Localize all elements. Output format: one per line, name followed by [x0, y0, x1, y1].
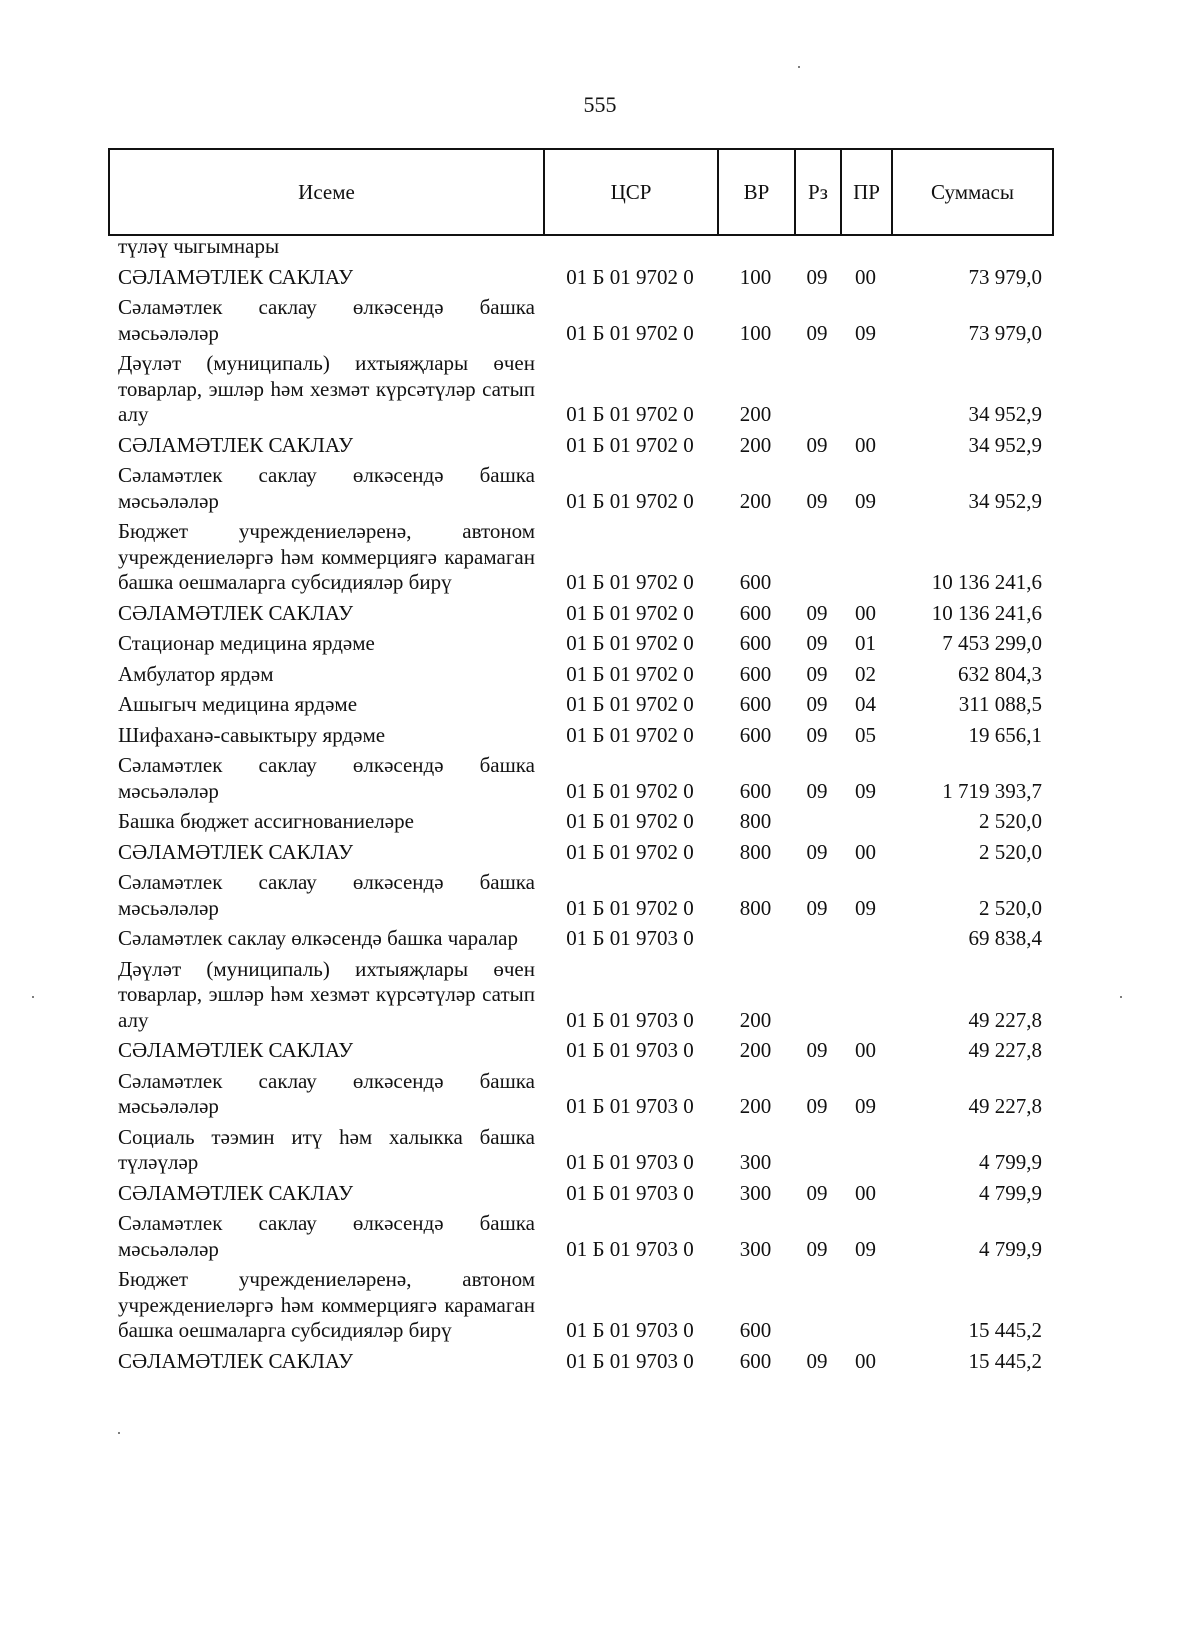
- cell-vr: 600: [739, 1318, 772, 1342]
- table-row: [108, 1262, 1052, 1344]
- cell-pr: 00: [855, 432, 876, 457]
- cell-sum: 49 227,8: [968, 1038, 1042, 1062]
- cell-pr: [840, 514, 891, 596]
- cell-name: Дәүләт (муниципаль) ихтыяҗлары өчен товарлар, эшләр һәм хезмәт күрсәтүләр сатып алу: [118, 956, 535, 1032]
- cell-rz: 09: [806, 488, 828, 513]
- cell-vr: 800: [739, 895, 772, 920]
- cell-csr: 01 Б 01 9702 0: [566, 320, 694, 345]
- cell-name: Дәүләт (муниципаль) ихтыяҗлары өчен товарлар, эшләр һәм хезмәт күрсәтүләр сатып алу: [118, 351, 535, 426]
- cell-vr: 200: [739, 402, 772, 426]
- cell-pr: 09: [855, 1094, 876, 1118]
- cell-vr: 600: [739, 570, 772, 594]
- cell-csr: 01 Б 01 9703 0: [566, 1180, 694, 1205]
- cell-vr: 200: [739, 432, 772, 457]
- cell-csr: 01 Б 01 9702 0: [566, 600, 694, 625]
- table-row: [108, 921, 1052, 952]
- table-row: [108, 514, 1052, 596]
- cell-rz: 09: [806, 692, 828, 716]
- cell-sum: 49 227,8: [968, 1094, 1042, 1118]
- cell-sum: 7 453 299,0: [942, 631, 1042, 655]
- cell-pr: 04: [855, 692, 876, 716]
- cell-csr: 01 Б 01 9703 0: [566, 1150, 694, 1174]
- cell-vr: 200: [739, 1094, 772, 1118]
- header-pr: ПР: [841, 149, 892, 235]
- cell-name: Сәламәтлек саклау өлкәсендә башка мәсьәләләр: [118, 1068, 535, 1118]
- table-row: [108, 234, 1052, 260]
- cell-csr: 01 Б 01 9702 0: [566, 570, 694, 594]
- cell-pr: 00: [855, 1180, 876, 1205]
- cell-sum: 34 952,9: [968, 432, 1042, 457]
- cell-pr: [840, 234, 891, 260]
- cell-name: Бюджет учреждениеләренә, автоном учреждениеләргә һәм коммерциягә карамаган башка оешмаларга субсидияләр бирү: [118, 1267, 535, 1342]
- cell-vr: 600: [739, 692, 772, 716]
- cell-vr: 300: [739, 1236, 772, 1261]
- cell-name: Стационар медицина ярдәме: [118, 631, 375, 655]
- cell-csr: 01 Б 01 9703 0: [566, 1094, 694, 1118]
- cell-pr: 09: [855, 320, 876, 345]
- cell-rz: [794, 952, 840, 1034]
- cell-sum: 311 088,5: [958, 692, 1042, 716]
- cell-csr: 01 Б 01 9702 0: [566, 432, 694, 457]
- cell-vr: 800: [739, 839, 772, 864]
- cell-pr: 00: [855, 839, 876, 864]
- cell-sum: 34 952,9: [968, 488, 1042, 513]
- cell-sum: 4 799,9: [979, 1150, 1042, 1174]
- cell-csr: 01 Б 01 9702 0: [566, 809, 694, 833]
- cell-csr: 01 Б 01 9702 0: [566, 778, 694, 803]
- cell-pr: 09: [855, 895, 876, 920]
- table-row: [108, 1120, 1052, 1176]
- cell-rz: [794, 234, 840, 260]
- cell-rz: 09: [806, 661, 828, 686]
- cell-sum: 1 719 393,7: [942, 778, 1042, 803]
- cell-csr: 01 Б 01 9703 0: [566, 926, 694, 950]
- cell-sum: 49 227,8: [968, 1007, 1042, 1032]
- cell-vr: 300: [739, 1150, 772, 1174]
- cell-sum: 4 799,9: [979, 1180, 1042, 1205]
- cell-csr: 01 Б 01 9703 0: [566, 1348, 694, 1373]
- cell-rz: [794, 1120, 840, 1176]
- cell-pr: 00: [855, 1038, 876, 1062]
- cell-name: СӘЛАМӘТЛЕК САКЛАУ: [118, 839, 354, 864]
- table-row: [108, 1206, 1052, 1262]
- table-row: [108, 1344, 1052, 1375]
- cell-vr: 200: [739, 1038, 772, 1062]
- cell-vr: [717, 921, 794, 952]
- cell-name: Башка бюджет ассигнованиеләре: [118, 809, 414, 833]
- cell-pr: [840, 1120, 891, 1176]
- cell-vr: 600: [739, 600, 772, 625]
- cell-sum: 34 952,9: [968, 402, 1042, 426]
- cell-rz: 09: [806, 631, 828, 655]
- cell-name: түләү чыгымнары: [118, 234, 280, 258]
- cell-name: Сәламәтлек саклау өлкәсендә башка чаралар: [118, 926, 518, 950]
- cell-rz: 09: [806, 1038, 828, 1062]
- cell-sum: 69 838,4: [968, 926, 1042, 950]
- cell-sum: 15 445,2: [968, 1348, 1042, 1373]
- cell-csr: 01 Б 01 9702 0: [566, 692, 694, 716]
- table-row: [108, 952, 1052, 1034]
- cell-rz: 09: [806, 432, 828, 457]
- cell-vr: 100: [739, 320, 772, 345]
- header-rz: Рз: [795, 149, 841, 235]
- cell-sum: 73 979,0: [968, 320, 1042, 345]
- scan-speck: [118, 1432, 120, 1434]
- table-row: [108, 865, 1052, 921]
- table-row: [108, 458, 1052, 514]
- cell-pr: 01: [855, 631, 876, 655]
- cell-sum: 10 136 241,6: [931, 570, 1042, 594]
- table-row: [108, 657, 1052, 688]
- cell-name: Сәламәтлек саклау өлкәсендә башка мәсьәләләр: [118, 463, 535, 513]
- cell-name: Шифаханә-савыктыру ярдәме: [118, 722, 386, 747]
- table-row: [108, 346, 1052, 428]
- table-row: [108, 804, 1052, 835]
- cell-pr: 09: [855, 488, 876, 513]
- cell-rz: 09: [806, 1094, 828, 1118]
- header-vr: ВР: [718, 149, 795, 235]
- cell-csr: 01 Б 01 9703 0: [566, 1038, 694, 1062]
- cell-name: Ашыгыч медицина ярдәме: [118, 692, 358, 716]
- table-row: [108, 1064, 1052, 1120]
- cell-sum: 10 136 241,6: [931, 600, 1042, 625]
- cell-pr: [840, 921, 891, 952]
- cell-pr: 09: [855, 1236, 876, 1261]
- cell-rz: 09: [806, 839, 828, 864]
- table-row: [108, 748, 1052, 804]
- cell-rz: 09: [806, 895, 828, 920]
- cell-rz: 09: [806, 1348, 828, 1373]
- cell-name: СӘЛАМӘТЛЕК САКЛАУ: [118, 600, 354, 625]
- cell-vr: [717, 234, 794, 260]
- cell-sum: 15 445,2: [968, 1318, 1042, 1342]
- table-row: [108, 687, 1052, 718]
- cell-rz: 09: [806, 1236, 828, 1261]
- cell-csr: 01 Б 01 9702 0: [566, 402, 694, 426]
- cell-rz: 09: [806, 320, 828, 345]
- cell-vr: 200: [739, 1007, 772, 1032]
- cell-name: Сәламәтлек саклау өлкәсендә башка мәсьәләләр: [118, 1211, 535, 1261]
- cell-name: Бюджет учреждениеләренә, автоном учреждениеләргә һәм коммерциягә карамаган башка оешмаларга субсидияләр бирү: [118, 519, 535, 594]
- scan-speck: [32, 996, 34, 998]
- table-row: [108, 428, 1052, 459]
- cell-vr: 300: [739, 1180, 772, 1205]
- cell-pr: 05: [855, 722, 876, 747]
- cell-csr: 01 Б 01 9702 0: [566, 895, 694, 920]
- cell-csr: 01 Б 01 9703 0: [566, 1318, 694, 1342]
- cell-csr: 01 Б 01 9702 0: [566, 839, 694, 864]
- table-row: [108, 290, 1052, 346]
- cell-pr: 02: [855, 661, 876, 686]
- cell-rz: 09: [806, 778, 828, 803]
- cell-sum: 2 520,0: [979, 895, 1042, 920]
- cell-rz: [794, 514, 840, 596]
- page-number: 555: [583, 92, 617, 117]
- cell-vr: 600: [739, 722, 772, 747]
- cell-pr: 00: [855, 600, 876, 625]
- cell-pr: [840, 1262, 891, 1344]
- cell-name: Сәламәтлек саклау өлкәсендә башка мәсьәләләр: [118, 295, 535, 345]
- cell-vr: 100: [739, 264, 772, 289]
- cell-pr: [840, 952, 891, 1034]
- cell-rz: 09: [806, 1180, 828, 1205]
- header-csr: ЦСР: [544, 149, 718, 235]
- cell-sum: 2 520,0: [979, 809, 1042, 833]
- cell-rz: 09: [806, 600, 828, 625]
- cell-name: Социаль тәэмин итү һәм халыкка башка түләүләр: [118, 1124, 535, 1174]
- table-row: [108, 835, 1052, 866]
- cell-csr: 01 Б 01 9703 0: [566, 1007, 694, 1032]
- table-rows: [108, 234, 1052, 1374]
- cell-rz: 09: [806, 264, 828, 289]
- cell-vr: 600: [739, 778, 772, 803]
- cell-name: СӘЛАМӘТЛЕК САКЛАУ: [118, 264, 354, 289]
- cell-sum: 4 799,9: [979, 1236, 1042, 1261]
- cell-name: Сәламәтлек саклау өлкәсендә башка мәсьәләләр: [118, 753, 535, 803]
- scan-speck: [1120, 996, 1122, 998]
- table-row: [108, 626, 1052, 657]
- cell-pr: 09: [855, 778, 876, 803]
- cell-pr: 00: [855, 1348, 876, 1373]
- table-row: [108, 718, 1052, 749]
- cell-vr: 200: [739, 488, 772, 513]
- cell-csr: 01 Б 01 9702 0: [566, 631, 694, 655]
- cell-vr: 600: [739, 631, 772, 655]
- cell-rz: [794, 346, 840, 428]
- budget-table-header: [108, 148, 1054, 236]
- cell-sum: 2 520,0: [979, 839, 1042, 864]
- budget-table-body: [108, 234, 1052, 1374]
- cell-sum: [891, 234, 1052, 260]
- cell-name: СӘЛАМӘТЛЕК САКЛАУ: [118, 1180, 354, 1205]
- table-row: [108, 1033, 1052, 1064]
- cell-csr: 01 Б 01 9702 0: [566, 264, 694, 289]
- header-sum: Суммасы: [892, 149, 1053, 235]
- cell-sum: 19 656,1: [968, 722, 1042, 747]
- cell-rz: [794, 1262, 840, 1344]
- cell-csr: 01 Б 01 9702 0: [566, 661, 694, 686]
- cell-csr: [543, 234, 717, 260]
- cell-vr: 600: [739, 661, 772, 686]
- cell-name: Амбулатор ярдәм: [118, 661, 274, 686]
- cell-vr: 600: [739, 1348, 772, 1373]
- cell-rz: 09: [806, 722, 828, 747]
- cell-rz: [794, 921, 840, 952]
- cell-pr: [840, 804, 891, 835]
- cell-sum: 73 979,0: [968, 264, 1042, 289]
- cell-csr: 01 Б 01 9702 0: [566, 488, 694, 513]
- cell-name: СӘЛАМӘТЛЕК САКЛАУ: [118, 1038, 354, 1062]
- table-row: [108, 1176, 1052, 1207]
- cell-name: СӘЛАМӘТЛЕК САКЛАУ: [118, 432, 354, 457]
- cell-csr: 01 Б 01 9703 0: [566, 1236, 694, 1261]
- cell-rz: [794, 804, 840, 835]
- scan-speck: [798, 66, 800, 68]
- cell-pr: 00: [855, 264, 876, 289]
- cell-pr: [840, 346, 891, 428]
- table-row: [108, 596, 1052, 627]
- header-name: Исеме: [109, 149, 544, 235]
- cell-csr: 01 Б 01 9702 0: [566, 722, 694, 747]
- table-row: [108, 260, 1052, 291]
- cell-sum: 632 804,3: [958, 661, 1042, 686]
- cell-vr: 800: [739, 809, 772, 833]
- cell-name: Сәламәтлек саклау өлкәсендә башка мәсьәләләр: [118, 870, 535, 920]
- cell-name: СӘЛАМӘТЛЕК САКЛАУ: [118, 1348, 354, 1373]
